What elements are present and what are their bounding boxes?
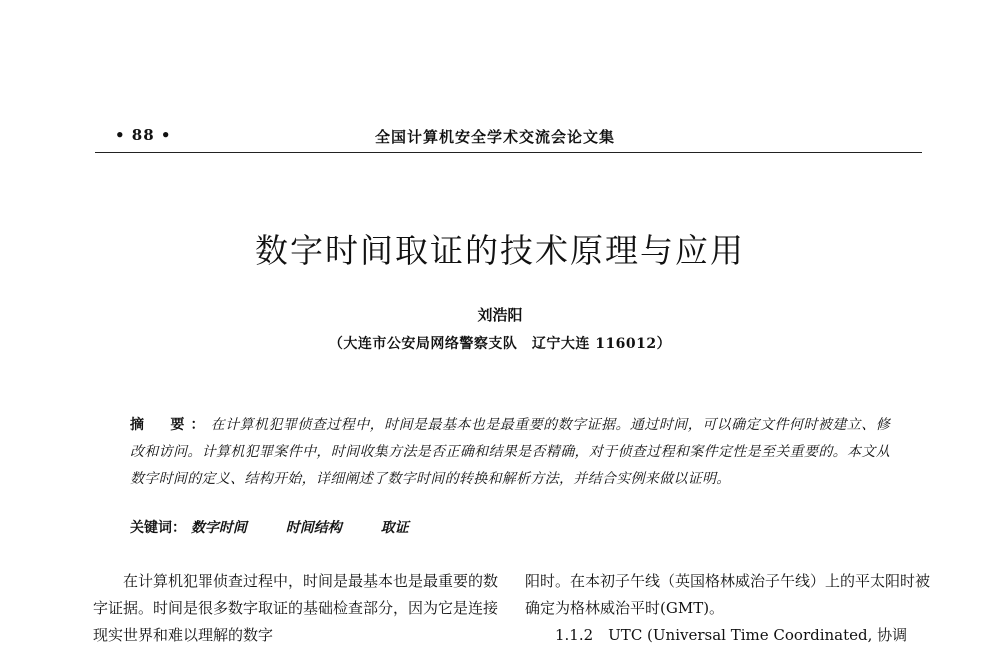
body-paragraph: 在计算机犯罪侦查过程中，时间是最基本也是最重要的数字证据。时间是很多数字取证的基础检查部分，因为它是连接现实世界和难以理解的数字 [93, 572, 499, 644]
body-left-column [93, 568, 498, 649]
abstract [130, 412, 890, 493]
paper-title: 数字时间取证的技术原理与应用 [255, 231, 745, 270]
keyword-item: 数字时间 [190, 520, 247, 536]
keyword-item: 取证 [380, 520, 409, 536]
author-name: 刘浩阳 [477, 306, 523, 324]
body-right-column [525, 568, 930, 649]
author-affiliation: （大连市公安局网络警察支队 辽宁大连 116012） [328, 336, 672, 352]
body-paragraph: 阳时。在本初子午线（英国格林威治子午线）上的平太阳时被确定为格林威治平时(GMT)。 [525, 572, 931, 617]
keywords-label: 关键词： [130, 520, 186, 536]
keywords [130, 518, 443, 538]
section-heading: 1.1.2 UTC (Universal Time Coordinated, 协调 [555, 626, 908, 644]
abstract-label: 摘 要： [130, 417, 211, 433]
running-header [95, 124, 922, 153]
journal-title: 全国计算机安全学术交流会论文集 [375, 128, 616, 146]
keyword-item: 时间结构 [285, 520, 342, 536]
page-number: • 88 • [115, 126, 172, 144]
abstract-text: 在计算机犯罪侦查过程中，时间是最基本也是最重要的数字证据。通过时间，可以确定文件何时被建立、修改和访问。计算机犯罪案件中，时间收集方法是否正确和结果是否精确，对于侦查过程和案件定性是至关重要的。本文从数字时间的定义、结构开始，详细阐述了数字时间的转换和解析方法，并结合实例来做以证明。 [130, 417, 890, 487]
